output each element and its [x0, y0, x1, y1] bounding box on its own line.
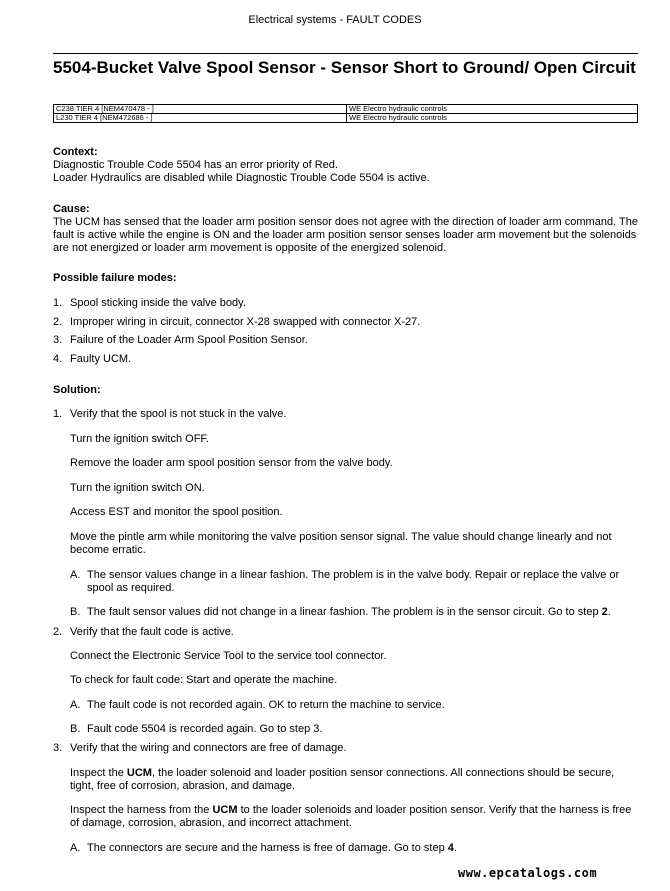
step-instruction: Remove the loader arm spool position sensor from the valve body.: [70, 457, 393, 469]
failure-modes-heading: Possible failure modes:: [53, 272, 177, 284]
model-cell: L230 TIER 4 [NEM472686 - ]: [54, 114, 347, 123]
cause-text: The UCM has sensed that the loader arm position sensor does not agree with the direction of loader arm command. The fault is active while the engine is ON and the loader arm position sensor senses loader arm movement but the solenoids are not energized or loader arm movement is opposite of the energized solenoid.: [53, 216, 638, 254]
step-instruction: Connect the Electronic Service Tool to the service tool connector.: [70, 650, 387, 662]
page-header: Electrical systems - FAULT CODES: [248, 14, 422, 26]
step-instruction: Access EST and monitor the spool position.: [70, 506, 283, 518]
context-line: Loader Hydraulics are disabled while Diagnostic Trouble Code 5504 is active.: [53, 172, 430, 184]
context-line: Diagnostic Trouble Code 5504 has an error priority of Red.: [53, 159, 338, 171]
list-item: Faulty UCM.: [70, 353, 132, 365]
option-label: B.: [70, 606, 81, 618]
step-reference: 2: [601, 606, 608, 618]
option-text: The connectors are secure and the harness is free of damage. Go to step 4.: [87, 842, 457, 854]
step-instruction: Inspect the harness from the UCM to the loader solenoids and loader position sensor. Verify that the harness is free of damage, corrosion, abrasion, and incorrect attachment.: [70, 804, 632, 829]
step-number: 3.: [53, 742, 63, 754]
step-instruction: Inspect the UCM, the loader solenoid and loader position sensor connections. All connections should be secure, tight, free of corrosion, abrasion, and damage.: [70, 767, 615, 792]
system-cell: WE Electro hydraulic controls: [347, 105, 638, 114]
list-number: 3.: [53, 334, 63, 346]
step-text: Verify that the spool is not stuck in the valve.: [70, 408, 287, 420]
option-text: The sensor values change in a linear fashion. The problem is in the valve body. Repair or replace the valve or spool as required.: [87, 569, 620, 594]
watermark-text: www.epcatalogs.com: [458, 866, 598, 880]
step-instruction: Turn the ignition switch OFF.: [70, 433, 209, 445]
cause-heading: Cause:: [53, 203, 90, 215]
list-number: 4.: [53, 353, 63, 365]
step-number: 1.: [53, 408, 63, 420]
option-label: A.: [70, 842, 81, 854]
step-instruction: Turn the ignition switch ON.: [70, 482, 205, 494]
table-row: [54, 114, 638, 123]
list-number: 1.: [53, 297, 63, 309]
step-number: 2.: [53, 626, 63, 638]
list-item: Failure of the Loader Arm Spool Position Sensor.: [70, 334, 308, 346]
option-label: B.: [70, 723, 81, 735]
option-text: Fault code 5504 is recorded again. Go to step 3.: [87, 723, 323, 735]
solution-heading: Solution:: [53, 384, 101, 396]
system-cell: WE Electro hydraulic controls: [347, 114, 638, 123]
option-text: The fault sensor values did not change in a linear fashion. The problem is in the sensor circuit. Go to step 2.: [87, 606, 611, 618]
option-label: A.: [70, 699, 81, 711]
page-title: 5504-Bucket Valve Spool Sensor - Sensor Short to Ground/ Open Circuit: [53, 58, 636, 77]
option-label: A.: [70, 569, 81, 581]
step-instruction: To check for fault code: Start and operate the machine.: [70, 674, 338, 686]
list-number: 2.: [53, 316, 63, 328]
list-item: Improper wiring in circuit, connector X-28 swapped with connector X-27.: [70, 316, 421, 328]
context-heading: Context:: [53, 146, 98, 158]
step-text: Verify that the fault code is active.: [70, 626, 234, 638]
step-text: Verify that the wiring and connectors are free of damage.: [70, 742, 347, 754]
step-reference: 4: [447, 842, 454, 854]
list-item: Spool sticking inside the valve body.: [70, 297, 246, 309]
model-applicability-table: [53, 104, 638, 123]
step-instruction: Move the pintle arm while monitoring the valve position sensor signal. The value should change linearly and not become erratic.: [70, 531, 612, 556]
title-top-rule: [53, 53, 638, 54]
option-text: The fault code is not recorded again. OK to return the machine to service.: [87, 699, 445, 711]
model-cell: C238 TIER 4 [NEM470478 - ]: [54, 105, 347, 114]
